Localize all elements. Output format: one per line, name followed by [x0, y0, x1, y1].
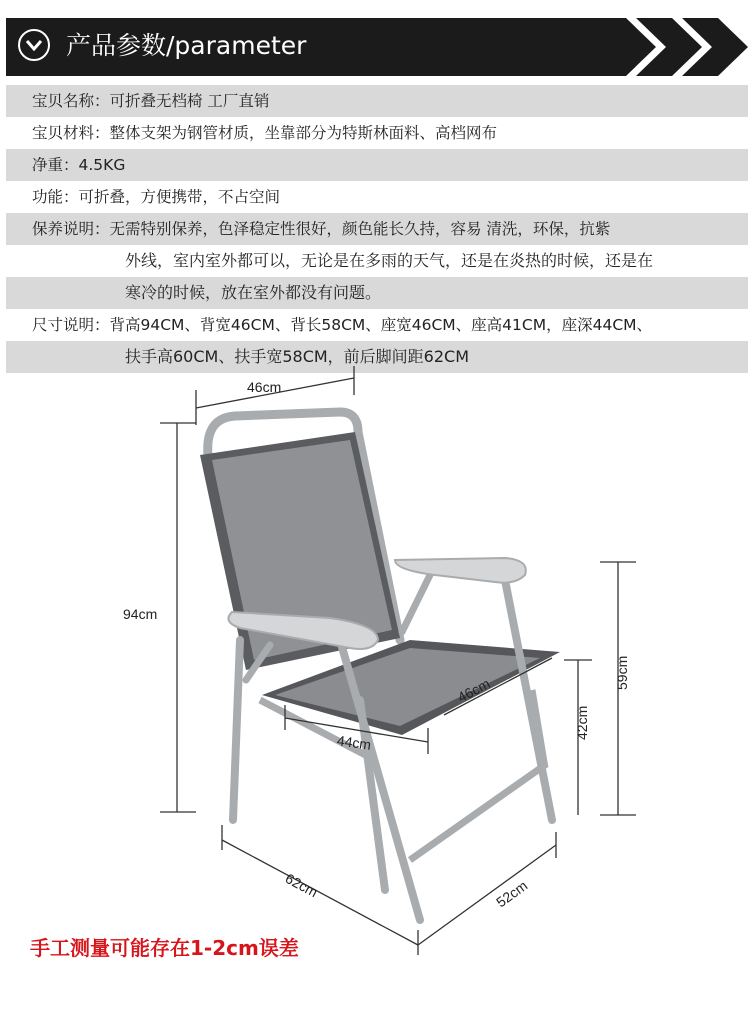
- dim-seat-width: 46cm: [454, 675, 493, 706]
- spec-care-line: 外线，室内室外都可以，无论是在多雨的天气，还是在炎热的时候，还是在: [125, 251, 654, 270]
- chair-illustration: [200, 412, 560, 920]
- section-header: [0, 0, 750, 76]
- dim-base-width: 52cm: [493, 877, 531, 911]
- dim-total-height: 94cm: [123, 606, 158, 622]
- page-title: 产品参数/parameter: [66, 31, 307, 60]
- spec-material: 宝贝材料：整体支架为钢管材质，坐靠部分为特斯林面料、高档网布: [32, 124, 498, 142]
- dim-base-depth: 62cm: [282, 870, 321, 901]
- spec-weight: 净重：4.5KG: [6, 149, 748, 181]
- measurement-note: 手工测量可能存在1-2cm误差: [30, 936, 299, 960]
- dim-armrest-height: 59cm: [614, 655, 630, 690]
- spec-size-line: 尺寸说明：背高94CM、背宽46CM、背长58CM、座宽46CM、座高41CM，座深44CM、: [32, 316, 653, 334]
- header-arrows: [590, 18, 750, 76]
- dim-seat-depth: 44cm: [336, 732, 373, 753]
- spec-care-line: 保养说明：无需特别保养，色泽稳定性很好，颜色能长久持，容易 清洗，环保，抗紫: [6, 213, 748, 245]
- dim-seat-height: 42cm: [574, 705, 590, 740]
- spec-size-line: 扶手高60CM、扶手宽58CM，前后脚间距62CM: [6, 341, 748, 373]
- chair-dimension-diagram: [0, 352, 750, 962]
- spec-function: 功能：可折叠，方便携带，不占空间: [32, 188, 281, 206]
- chevron-down-circle-icon: [18, 29, 50, 61]
- spec-care: [6, 213, 748, 309]
- spec-care-line: 寒冷的时候，放在室外都没有问题。: [6, 277, 748, 309]
- dim-back-width: 46cm: [247, 379, 282, 395]
- spec-list: [6, 85, 748, 373]
- spec-name: 宝贝名称：可折叠无档椅 工厂直销: [6, 85, 748, 117]
